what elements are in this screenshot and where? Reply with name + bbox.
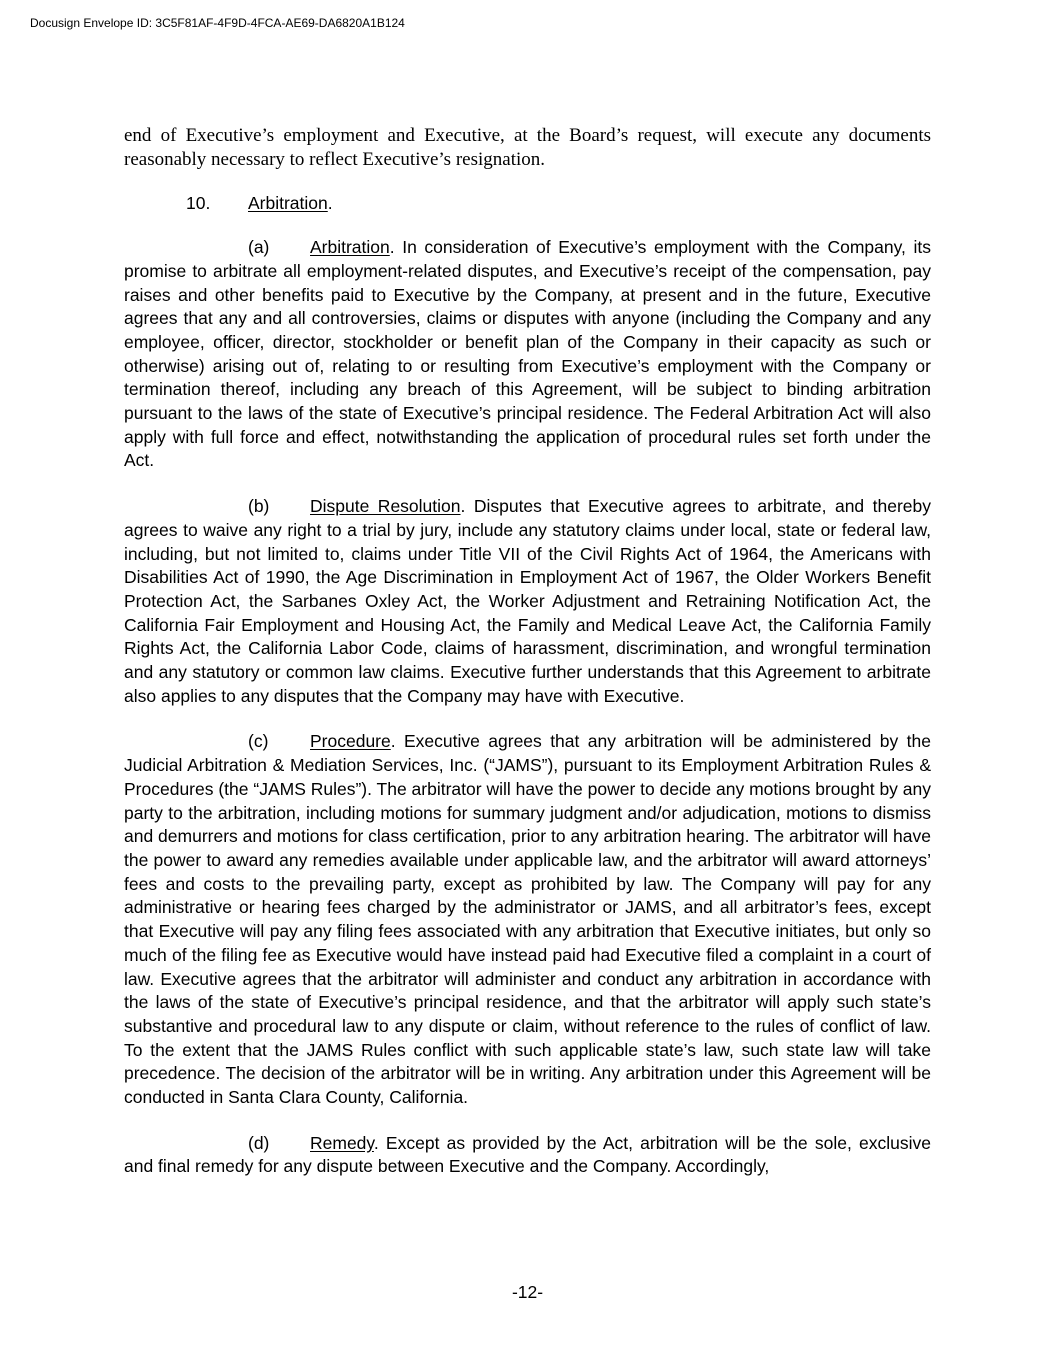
paragraph-a-label: (a)	[248, 237, 270, 258]
paragraph-a-title: Arbitration	[310, 237, 390, 258]
continuation-paragraph: end of Executive’s employment and Executive, at the Board’s request, will execute any documents reasonably necessary to reflect Executive’s resignation.	[124, 125, 931, 170]
paragraph-d-label: (d)	[248, 1132, 270, 1153]
section-title: Arbitration	[248, 193, 328, 214]
docusign-envelope-id: Docusign Envelope ID: 3C5F81AF-4F9D-4FCA-AE69-DA6820A1B124	[30, 16, 405, 30]
paragraph-d-title: Remedy	[310, 1132, 374, 1153]
document-body	[124, 124, 931, 1179]
paragraph-c-label: (c)	[248, 731, 269, 752]
paragraph-c-title: Procedure	[310, 731, 391, 752]
section-number: 10.	[186, 193, 211, 214]
paragraph-c	[124, 730, 931, 1109]
paragraph-b-title: Dispute Resolution	[310, 496, 461, 517]
section-heading	[124, 192, 931, 216]
paragraph-a	[124, 236, 931, 473]
paragraph-b-text: . Disputes that Executive agrees to arbitrate, and thereby agrees to waive any right to a trial by jury, include any statutory claims under local, state or federal law, including, but not limited to, claims under Title VII of the Civil Rights Act of 1964, the Americans with Disabilities Act of 1990, the Age Discrimination in Employment Act of 1967, the Older Workers Benefit Protection Act, the Sarbanes Oxley Act, the Worker Adjustment and Retraining Notification Act, the California Fair Employment and Housing Act, the Family and Medical Leave Act, the California Family Rights Act, the California Labor Code, claims of harassment, discrimination, and wrongful termination and any statutory or common law claims. Executive further understands that this Agreement to arbitrate also applies to any disputes that the Company may have with Executive.	[124, 496, 931, 706]
paragraph-b	[124, 495, 931, 708]
section-title-period: .	[327, 193, 333, 214]
page-number: -12-	[511, 1282, 544, 1302]
paragraph-a-text: . In consideration of Executive’s employment with the Company, its promise to arbitrate all employment-related disputes, and Executive’s receipt of the compensation, pay raises and other benefits paid to Executive by the Company, at present and in the future, Executive agrees that any and all controversies, claims or disputes with anyone (including the Company and any employee, officer, director, stockholder or benefit plan of the Company in their capacity as such or otherwise) arising out of, relating to or resulting from Executive’s employment with the Company or termination thereof, including any breach of this Agreement, will be subject to binding arbitration pursuant to the laws of the state of Executive’s principal residence. The Federal Arbitration Act will also apply with full force and effect, notwithstanding the application of procedural rules set forth under the Act.	[124, 237, 931, 471]
paragraph-d-text: . Except as provided by the Act, arbitration will be the sole, exclusive and final remedy for any dispute between Executive and the Company. Accordingly,	[124, 1132, 931, 1177]
paragraph-c-text: . Executive agrees that any arbitration will be administered by the Judicial Arbitration & Mediation Services, Inc. (“JAMS”), pursuant to its Employment Arbitration Rules & Procedures (the “JAMS Rules”). The arbitrator will have the power to decide any motions brought by any party to the arbitration, including motions for summary judgment and/or adjudication, motions to dismiss and demurrers and motions for class certification, prior to any arbitration hearing. The arbitrator will have the power to award any remedies available under applicable law, and the arbitrator will award attorneys’ fees and costs to the prevailing party, except as prohibited by law. The Company will pay for any administrative or hearing fees charged by the administrator or JAMS, and all arbitrator’s fees, except that Executive will pay any filing fees associated with any arbitration that Executive initiates, but only so much of the filing fee as Executive would have instead paid had Executive filed a complaint in a court of law. Executive agrees that the arbitrator will administer and conduct any arbitration in accordance with the laws of the state of Executive’s principal residence, and that the arbitrator will apply such state’s substantive and procedural law to any dispute or claim, without reference to the rules of conflict of law. To the extent that the JAMS Rules conflict with such applicable state’s law, such state law will take precedence. The decision of the arbitrator will be in writing. Any arbitration under this Agreement will be conducted in Santa Clara County, California.	[124, 731, 932, 1108]
paragraph-d	[124, 1132, 931, 1179]
paragraph-b-label: (b)	[248, 496, 270, 517]
